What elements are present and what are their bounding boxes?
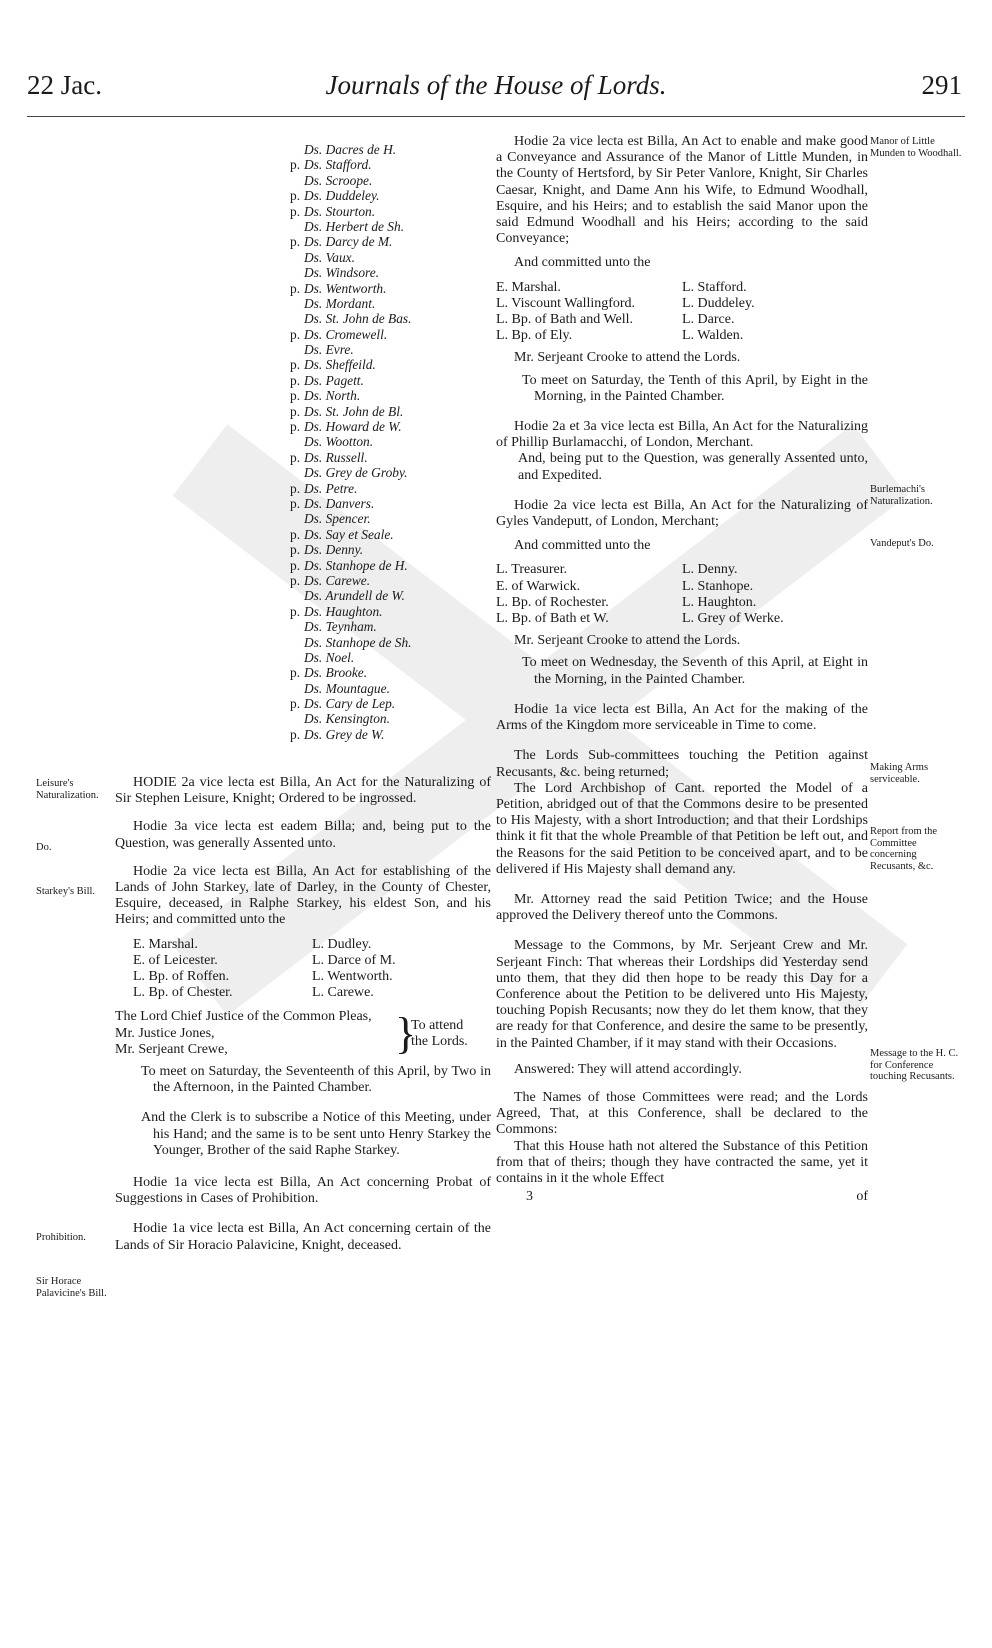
- committee-member: L. Grey of Werke.: [682, 611, 784, 627]
- present-mark: p.: [290, 388, 301, 404]
- present-mark: p.: [290, 403, 301, 419]
- peer-name: Ds. Kensington.: [304, 711, 390, 727]
- margin-note-do: Do.: [36, 842, 52, 853]
- margin-note-starkey: Starkey's Bill.: [36, 886, 96, 897]
- present-mark: p.: [290, 419, 301, 435]
- catchword: of: [856, 1189, 868, 1205]
- committee-member: L. Haughton.: [682, 594, 757, 610]
- present-mark: p.: [290, 696, 301, 712]
- present-mark: p.: [290, 280, 301, 296]
- peer-row: [290, 342, 490, 357]
- left-column: [115, 775, 491, 1254]
- committee-member: L. Bp. of Bath and Well.: [496, 312, 634, 328]
- peer-row: [290, 588, 490, 603]
- vandeput-entry: Hodie 2a vice lecta est Billa, An Act for the Naturalizing of Gyles Vandeputt, of London, Merchant;: [496, 497, 868, 530]
- peer-row: [290, 265, 490, 280]
- margin-note-palavicine: Sir Horace Palavicine's Bill.: [36, 1276, 107, 1299]
- present-mark: p.: [290, 572, 301, 588]
- committee-member: L. Bp. of Bath et W.: [496, 611, 609, 627]
- committee-member: L. Darce.: [682, 312, 735, 328]
- peer-name: Ds. Noel.: [304, 649, 355, 665]
- committee-member: E. of Leicester.: [133, 952, 218, 968]
- committee-member: L. Bp. of Ely.: [496, 328, 573, 344]
- peer-name: Ds. Cromewell.: [304, 326, 388, 342]
- committee-member: E. Marshal.: [133, 936, 198, 952]
- committee-member: L. Bp. of Rochester.: [496, 594, 609, 610]
- clerk-notice: And the Clerk is to subscribe a Notice of this Meeting, under his Hand; and the same is to be sent unto Henry Starkey the Younger, Brother of the said Raphe Starkey.: [141, 1110, 491, 1158]
- margin-note-leisure: Leisure's Naturalization.: [36, 778, 99, 801]
- peer-name: Ds. Petre.: [304, 480, 358, 496]
- peer-row: [290, 511, 490, 526]
- peer-name: Ds. Brooke.: [304, 665, 368, 681]
- peer-row: [290, 404, 490, 419]
- peer-name: Ds. Evre.: [304, 342, 354, 358]
- peer-name: Ds. Howard de W.: [304, 419, 402, 435]
- committee-member: L. Duddeley.: [682, 295, 755, 311]
- peer-name: Ds. Scroope.: [304, 172, 373, 188]
- peer-row: [290, 188, 490, 203]
- peer-name: Ds. Denny.: [304, 542, 364, 558]
- peer-row: [290, 296, 490, 311]
- committee-member: L. Denny.: [682, 562, 738, 578]
- present-mark: p.: [290, 188, 301, 204]
- peer-name: Ds. Sheffeild.: [304, 357, 376, 373]
- peer-name: Ds. Stanhope de H.: [304, 557, 408, 573]
- prohibition-entry: Hodie 1a vice lecta est Billa, An Act concerning Probat of Suggestions in Cases of Prohibition.: [115, 1175, 491, 1207]
- peer-name: Ds. Mountague.: [304, 680, 390, 696]
- present-mark: p.: [290, 495, 301, 511]
- manor-committee: [496, 280, 868, 345]
- peer-row: [290, 281, 490, 296]
- peer-row: [290, 711, 490, 726]
- running-head-left: 22 Jac.: [27, 70, 102, 100]
- vandeput-crooke: Mr. Serjeant Crooke to attend the Lords.: [514, 633, 741, 649]
- committee-member: L. Stafford.: [682, 279, 747, 295]
- present-mark: p.: [290, 157, 301, 173]
- peer-name: Ds. Russell.: [304, 449, 368, 465]
- manor-crooke: Mr. Serjeant Crooke to attend the Lords.: [514, 350, 741, 366]
- peer-name: Ds. St. John de Bl.: [304, 403, 404, 419]
- report-entry: The Lords Sub-committees touching the Petition against Recusants, &c. being returned;: [496, 748, 868, 780]
- peer-row: [290, 234, 490, 249]
- peer-name: Ds. Spencer.: [304, 511, 371, 527]
- peer-name: Ds. Stourton.: [304, 203, 376, 219]
- message-entry: Message to the Commons, by Mr. Serjeant Crew and Mr. Serjeant Finch: That whereas their Lordships did Yesterday send unto them, that they did then hope to be ready this Day for a Conference about the Petition to be delivered unto His Majesty, touching Popish Recusants; now they do let them know, that they are ready for that Conference, and desire the same to be presently, in the Painted Chamber, if it may stand with their Occasions.: [496, 938, 868, 1051]
- justices-block: [115, 1009, 491, 1058]
- margin-note-arms: Making Arms serviceable.: [870, 762, 929, 785]
- peer-name: Ds. Say et Seale.: [304, 526, 394, 542]
- manor-meet: To meet on Saturday, the Tenth of this April, by Eight in the Morning, in the Painted Chamber.: [522, 372, 868, 404]
- signature-mark: 3: [526, 1189, 533, 1205]
- peer-name: Ds. Haughton.: [304, 603, 383, 619]
- peers-list: [290, 142, 490, 742]
- present-mark: p.: [290, 603, 301, 619]
- manor-committed: And committed unto the: [514, 255, 651, 271]
- right-column: [496, 134, 868, 1205]
- peer-name: Ds. Danvers.: [304, 495, 375, 511]
- page-number: 291: [921, 70, 962, 100]
- answered-entry: Answered: They will attend accordingly.: [514, 1061, 742, 1077]
- present-mark: p.: [290, 357, 301, 373]
- peer-name: Ds. Mordant.: [304, 295, 376, 311]
- peer-row: [290, 142, 490, 157]
- peer-name: Ds. Duddeley.: [304, 188, 380, 204]
- peer-row: [290, 311, 490, 326]
- present-mark: p.: [290, 480, 301, 496]
- margin-note-vandeput: Vandeput's Do.: [870, 538, 934, 549]
- peer-name: Ds. Darcy de M.: [304, 234, 393, 250]
- margin-note-prohibition: Prohibition.: [36, 1232, 86, 1243]
- peer-name: Ds. Grey de W.: [304, 726, 385, 742]
- peer-row: [290, 219, 490, 234]
- do-entry: Hodie 3a vice lecta est eadem Billa; and, being put to the Question, was generally Assented unto.: [115, 819, 491, 851]
- justice-line: Mr. Serjeant Crewe,: [115, 1041, 228, 1057]
- peer-name: Ds. Arundell de W.: [304, 588, 405, 604]
- starkey-entry: Hodie 2a vice lecta est Billa, An Act for establishing of the Lands of John Starkey, late of Darley, in the County of Chester, Esquire, deceased, in Ralphe Starkey, his eldest Son, and his Heirs; and committed unto the: [115, 863, 491, 928]
- committee-member: L. Stanhope.: [682, 578, 754, 594]
- burlemachi-assent: And, being put to the Question, was generally Assented unto, and Expedited.: [518, 451, 868, 483]
- committee-member: L. Dudley.: [312, 936, 372, 952]
- report-archbishop: The Lord Archbishop of Cant. reported the Model of a Petition, abridged out of that the Commons desire to be presented to His Majesty, with a short Introduction; and that their Lordships think it fit that the whole Preamble of that Petition be left out, and the Reasons for the said Petition to be conceived apart, and to be delivered if His Majesty shall demand any.: [496, 780, 868, 877]
- peer-row: [290, 696, 490, 711]
- peer-name: Ds. Dacres de H.: [304, 142, 397, 157]
- peer-row: [290, 496, 490, 511]
- peer-row: [290, 558, 490, 573]
- peer-row: [290, 157, 490, 172]
- committee-member: L. Bp. of Chester.: [133, 985, 233, 1001]
- peer-row: [290, 604, 490, 619]
- justices-attend: To attend the Lords.: [411, 1017, 468, 1049]
- present-mark: p.: [290, 557, 301, 573]
- committee-member: L. Walden.: [682, 328, 744, 344]
- running-head-title: Journals of the House of Lords.: [325, 70, 667, 100]
- arms-entry: Hodie 1a vice lecta est Billa, An Act for the making of the Arms of the Kingdom more serviceable in Time to come.: [496, 701, 868, 734]
- names-entry: The Names of those Committees were read; and the Lords Agreed, That, at this Conference, shall be declared to the Commons:: [496, 1089, 868, 1138]
- present-mark: p.: [290, 326, 301, 342]
- justice-line: The Lord Chief Justice of the Common Pleas,: [115, 1009, 372, 1025]
- present-mark: p.: [290, 526, 301, 542]
- committee-member: L. Viscount Wallingford.: [496, 295, 636, 311]
- peer-row: [290, 619, 490, 634]
- peer-row: [290, 650, 490, 665]
- peer-row: [290, 665, 490, 680]
- peer-row: [290, 357, 490, 372]
- peer-row: [290, 419, 490, 434]
- peer-name: Ds. North.: [304, 388, 361, 404]
- peer-row: [290, 373, 490, 388]
- peer-row: [290, 465, 490, 480]
- peer-name: Ds. Stanhope de Sh.: [304, 634, 412, 650]
- peer-name: Ds. Vaux.: [304, 249, 355, 265]
- committee-member: L. Treasurer.: [496, 562, 568, 578]
- present-mark: p.: [290, 449, 301, 465]
- peer-row: [290, 527, 490, 542]
- starkey-meet: To meet on Saturday, the Seventeenth of this April, by Two in the Afternoon, in the Painted Chamber.: [141, 1064, 491, 1096]
- committee-member: L. Bp. of Roffen.: [133, 969, 230, 985]
- peer-name: Ds. Wootton.: [304, 434, 374, 450]
- page-foot: [496, 1189, 868, 1205]
- committee-member: E. of Warwick.: [496, 578, 581, 594]
- brace-icon: }: [395, 1008, 417, 1058]
- peer-row: [290, 250, 490, 265]
- committee-member: L. Darce of M.: [312, 952, 396, 968]
- justice-line: Mr. Justice Jones,: [115, 1025, 215, 1041]
- peer-name: Ds. Stafford.: [304, 157, 372, 173]
- peer-row: [290, 450, 490, 465]
- margin-note-manor: Manor of Little Munden to Woodhall.: [870, 136, 962, 159]
- header-rule: [27, 116, 965, 117]
- peer-name: Ds. Pagett.: [304, 372, 364, 388]
- present-mark: p.: [290, 234, 301, 250]
- peer-name: Ds. Grey de Groby.: [304, 465, 408, 481]
- burlemachi-entry: Hodie 2a et 3a vice lecta est Billa, An Act for the Naturalizing of Phillip Burlamacchi, of London, Merchant.: [496, 419, 868, 451]
- attorney-entry: Mr. Attorney read the said Petition Twice; and the House approved the Delivery thereof unto the Commons.: [496, 891, 868, 924]
- margin-note-report: Report from the Committee concerning Recusants, &c.: [870, 826, 938, 872]
- peer-row: [290, 727, 490, 742]
- peer-row: [290, 434, 490, 449]
- margin-note-message: Message to the H. C. for Conference touching Recusants.: [870, 1048, 959, 1082]
- peer-name: Ds. St. John de Bas.: [304, 311, 412, 327]
- peer-row: [290, 542, 490, 557]
- vandeput-meet: To meet on Wednesday, the Seventh of this April, at Eight in the Morning, in the Painted Chamber.: [522, 655, 868, 687]
- justices-list: [115, 1009, 395, 1058]
- peer-name: Ds. Cary de Lep.: [304, 696, 396, 712]
- present-mark: p.: [290, 542, 301, 558]
- present-mark: p.: [290, 203, 301, 219]
- peer-row: [290, 481, 490, 496]
- peer-row: [290, 573, 490, 588]
- committee-member: L. Wentworth.: [312, 969, 393, 985]
- peer-row: [290, 204, 490, 219]
- starkey-committee: [133, 937, 491, 1002]
- present-mark: p.: [290, 665, 301, 681]
- peer-name: Ds. Teynham.: [304, 619, 377, 635]
- that-entry: That this House hath not altered the Substance of this Petition from that of theirs; though they have contracted the same, yet it contains in it the whole Effect: [496, 1138, 868, 1186]
- peer-name: Ds. Windsore.: [304, 265, 380, 281]
- leisure-entry: HODIE 2a vice lecta est Billa, An Act for the Naturalizing of Sir Stephen Leisure, Knight; Ordered to be ingrossed.: [115, 775, 491, 807]
- peer-row: [290, 327, 490, 342]
- present-mark: p.: [290, 726, 301, 742]
- palavicine-entry: Hodie 1a vice lecta est Billa, An Act concerning certain of the Lands of Sir Horacio Palavicine, Knight, deceased.: [115, 1221, 491, 1253]
- committee-member: E. Marshal.: [496, 279, 561, 295]
- peer-name: Ds. Wentworth.: [304, 280, 387, 296]
- manor-entry: Hodie 2a vice lecta est Billa, An Act to enable and make good a Conveyance and Assurance of the Manor of Little Munden, in the County of Hertsford, by Sir Peter Vanlore, Knight, Sir Charles Caesar, Knight, and Dame Ann his Wife, to Edmund Woodhall, Esquire, and his Heirs; and to establish the said Manor upon the said Edmund Woodhall and his Heirs; according to the said Conveyance;: [496, 134, 868, 247]
- peer-name: Ds. Carewe.: [304, 572, 371, 588]
- committee-member: L. Carewe.: [312, 985, 374, 1001]
- margin-note-burlemachi: Burlemachi's Naturalization.: [870, 484, 933, 507]
- peer-row: [290, 635, 490, 650]
- peer-row: [290, 388, 490, 403]
- peer-row: [290, 681, 490, 696]
- present-mark: p.: [290, 372, 301, 388]
- peer-name: Ds. Herbert de Sh.: [304, 218, 405, 234]
- peer-row: [290, 173, 490, 188]
- vandeput-committee: [496, 562, 868, 627]
- vandeput-committed: And committed unto the: [514, 538, 651, 554]
